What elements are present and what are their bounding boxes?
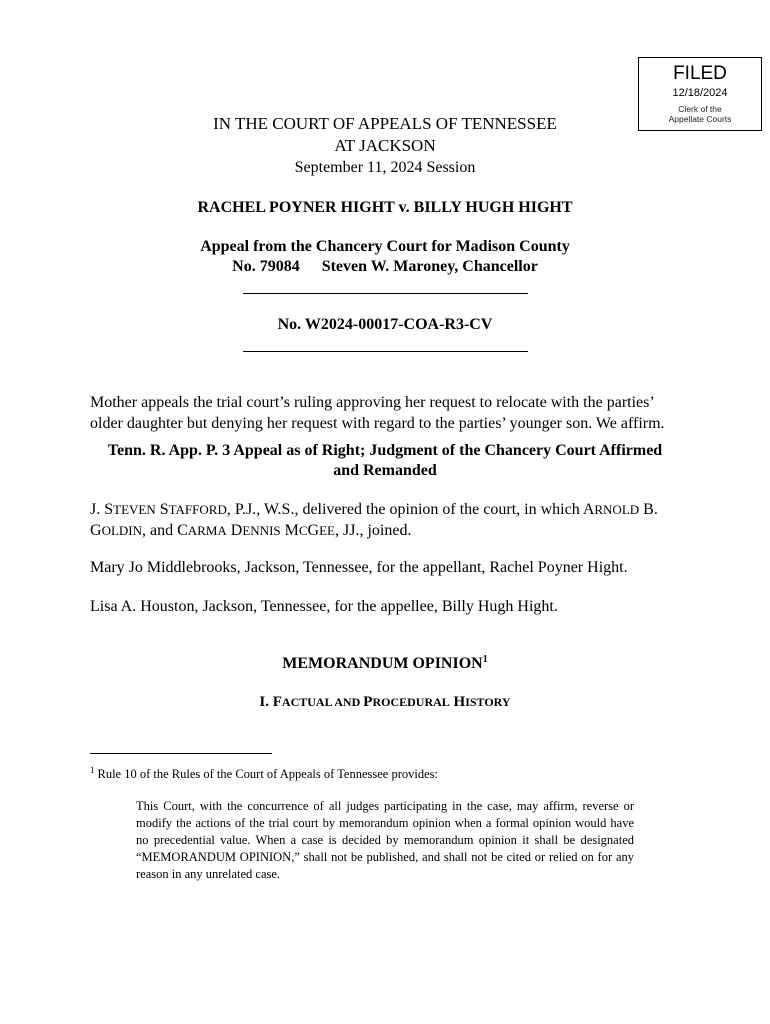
divider-bottom [243,351,528,352]
footnote-reference: 1 [482,654,488,665]
section-heading [0,694,770,711]
case-title: RACHEL POYNER HIGHT v. BILLY HUGH HIGHT [197,199,573,216]
footnote-divider [90,753,272,754]
trial-court-line [0,258,770,276]
auth-mid: , P.J., W.S., delivered the opinion of the court, in which A [226,501,595,518]
counsel-appellee: Lisa A. Houston, Jackson, Tennessee, for the appellee, Billy Hugh Hight. [90,598,558,615]
sec-and: AND [331,695,364,709]
court-location: AT JACKSON [334,136,436,155]
divider-top [243,293,528,294]
sec-p: P [363,694,373,710]
auth-tail: , JJ., joined. [335,522,412,539]
authoring-statement [90,499,685,541]
stamp-filed-label: FILED [673,63,727,84]
sec-procedural: ROCEDURAL [372,695,450,709]
auth-arnold: RNOLD [594,502,640,517]
auth-c: C [298,523,308,538]
footnote [90,765,438,782]
opinion-heading-text: MEMORANDUM OPINION [282,655,483,672]
stamp-clerk-line2: Appellate Courts [668,114,732,124]
auth-stafford: TAFFORD [168,502,227,517]
auth-oldin: OLDIN [101,523,142,538]
stamp-date: 12/18/2024 [672,87,728,99]
sec-numeral: I. F [259,694,282,710]
stamp-clerk-line1: Clerk of the [678,104,722,114]
auth-ennis: ENNIS [242,523,281,538]
counsel-appellant: Mary Jo Middlebrooks, Jackson, Tennessee, for the appellant, Rachel Poyner Hight. [90,559,628,576]
appeal-from: Appeal from the Chancery Court for Madison County [200,238,570,255]
auth-g: G [90,522,102,539]
court-name: IN THE COURT OF APPEALS OF TENNESSEE [213,114,557,133]
auth-arma: ARMA [187,523,227,538]
trial-number: No. 79084 [232,258,300,275]
auth-and-c: , and C [142,522,188,539]
appeal-number: No. W2024-00017-COA-R3-CV [277,316,493,333]
auth-d: D [226,522,243,539]
auth-steven: TEVEN [113,502,156,517]
sec-factual: ACTUAL [281,695,332,709]
auth-g2: G [307,522,320,539]
sec-h: H [449,694,466,710]
auth-m: M [280,522,299,539]
auth-s: S [155,501,169,518]
case-summary: Mother appeals the trial court’s ruling approving her request to relocate with the parties’ older daughter but denying her request with regard to the parties’ younger son. We affirm. [90,394,665,432]
trial-judge: Steven W. Maroney, Chancellor [321,258,538,275]
sec-history: ISTORY [465,695,511,709]
opinion-heading [0,654,770,673]
footnote-quote: This Court, with the concurrence of all judges participating in the case, may affirm, reverse or modify the actions of the trial court by memorandum opinion when a formal opinion would have no precedential value. When a case is decided by memorandum opinion it shall be designated “MEMORANDUM OPINION,” shall not be published, and shall not be cited or relied on for any reason in any unrelated case. [136,799,634,881]
footnote-text: Rule 10 of the Rules of the Court of Appeals of Tennessee provides: [97,767,438,781]
auth-b: B. [639,501,658,518]
footnote-marker: 1 [90,765,95,775]
auth-j: J. S [90,501,114,518]
disposition-line2: and Remanded [333,462,437,479]
disposition-line1: Tenn. R. App. P. 3 Appeal as of Right; Judgment of the Chancery Court Affirmed [107,442,663,459]
auth-ee: EE [319,523,335,538]
session-date: September 11, 2024 Session [294,159,476,176]
